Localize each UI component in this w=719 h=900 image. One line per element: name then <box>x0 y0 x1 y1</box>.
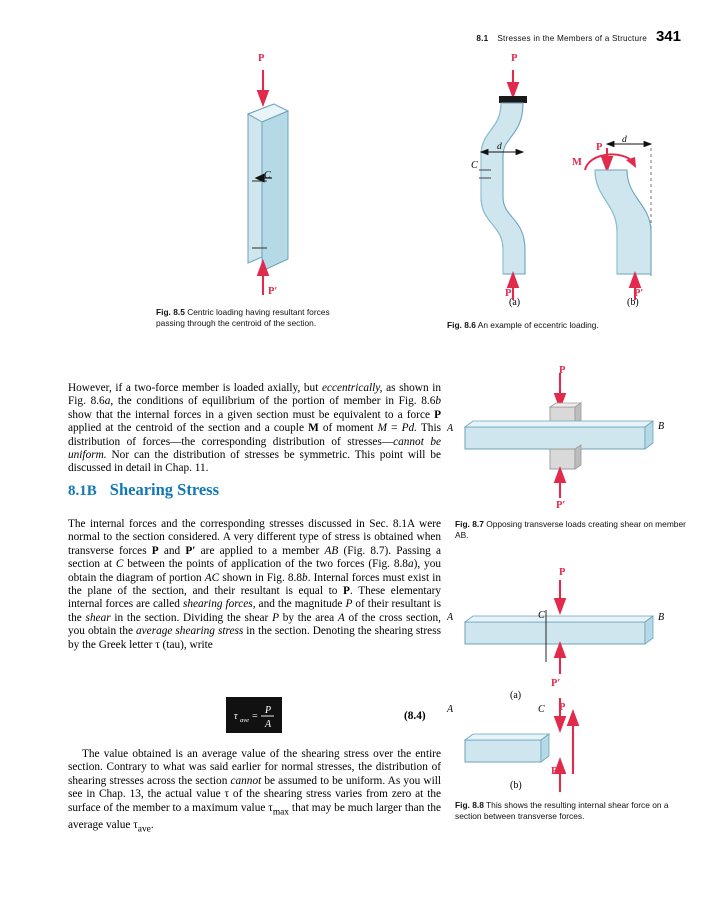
figure-8-5-caption-lead: Fig. 8.5 <box>156 307 185 317</box>
paragraph-average-value-text: The value obtained is an average value of the shearing stress over the entire section. Contrary to what was said earlier for normal stresses, the distribution of shearing stresses across the section cannot be assumed to be uniform. As you will see in Chap. 13, the actual value τ of the shearing stress varies from zero at the surface of the member to a maximum value $\tau_{max}$ that may be much larger than the average value $\tau_{ave}$. <box>68 748 442 835</box>
fig-8-8-label-A-b: A <box>447 704 454 715</box>
figure-8-6-caption-text: An example of eccentric loading. <box>477 320 599 330</box>
svg-text:ave: ave <box>240 717 250 724</box>
figure-8-7-caption-lead: Fig. 8.7 <box>455 519 484 529</box>
figure-8-8-caption-lead: Fig. 8.8 <box>455 800 484 810</box>
fig-8-7-label-P: P <box>559 365 566 376</box>
paragraph-eccentric-loading-text: However, if a two-force member is loaded axially, but eccentrically, as shown in Fig. 8.6a, the conditions of equilibrium of the portion of member in Fig. 8.6b show that the internal forces in a given section must be equivalent to a force P applied at the centroid of the section and a couple M of moment M = Pd. This distribution of forces—the corresponding distribution of stresses—cannot be uniform. Nor can the distribution of stresses be symmetric. This point will be discussed in detail in Chap. 11. <box>68 382 442 475</box>
fig-8-6-panel-a-label: (a) <box>509 297 521 308</box>
svg-text:τ: τ <box>234 711 238 722</box>
figure-8-5-caption <box>156 307 360 329</box>
fig-8-8-panel-b-label: (b) <box>510 780 522 791</box>
fig-8-8-label-A-a: A <box>447 612 454 623</box>
figure-8-8-caption-text: This shows the resulting internal shear force on a section between transverse forces. <box>455 800 669 821</box>
figure-8-8-graphic <box>455 570 680 795</box>
fig-8-8-panel-a-label: (a) <box>510 690 522 701</box>
fig-8-7-label-A: A <box>447 423 454 434</box>
fig-8-6-label-d-a: d <box>497 142 502 152</box>
paragraph-shearing-stress <box>68 518 441 652</box>
fig-8-6-panel-b-label: (b) <box>627 297 639 308</box>
fig-8-6-label-Pprime-b: P′ <box>634 288 644 299</box>
fig-8-7-label-Pprime: P′ <box>556 500 566 511</box>
figure-8-7-caption-text: Opposing transverse loads creating shear on member AB. <box>455 519 686 540</box>
fig-8-8-label-C-b: C <box>538 704 545 715</box>
fig-8-5-label-Pprime: P′ <box>268 286 278 297</box>
equation-8-4-box <box>226 697 282 733</box>
page-number: 341 <box>655 28 681 45</box>
fig-8-8-label-P-a: P <box>559 567 566 578</box>
svg-text:P: P <box>265 705 272 716</box>
fig-8-8-label-P-b: P <box>559 702 566 713</box>
fig-8-6-label-P-a: P <box>511 53 518 64</box>
fig-8-5-label-C: C <box>264 170 271 181</box>
svg-text:A: A <box>265 719 272 730</box>
running-head-title: Stresses in the Members of a Structure <box>497 34 647 43</box>
figure-8-8-caption <box>455 800 690 822</box>
paragraph-average-value <box>68 748 441 837</box>
fig-8-7-label-B: B <box>658 421 665 432</box>
fig-8-8-label-B: B <box>658 612 665 623</box>
fig-8-6-label-C: C <box>471 160 478 171</box>
figure-8-6-graphic <box>455 52 680 307</box>
section-heading <box>68 480 219 500</box>
fig-8-6-label-Pprime-a: P′ <box>505 288 515 299</box>
equation-8-4-number: (8.4) <box>404 710 426 722</box>
figure-8-5-graphic <box>210 52 350 302</box>
fig-8-6-label-P-b: P <box>596 142 603 153</box>
svg-text:=: = <box>252 711 258 722</box>
running-head <box>476 28 681 45</box>
running-head-section: 8.1 <box>476 34 489 43</box>
fig-8-8-label-Pprime-a: P′ <box>551 678 561 689</box>
paragraph-shearing-stress-text: The internal forces and the corresponding stresses discussed in Sec. 8.1A were normal to the section considered. A very different type of stress is obtained when transverse forces P and P′ are applied to a member AB (Fig. 8.7). Passing a section at C between the points of application of the two forces (Fig. 8.8a), you obtain the diagram of portion AC shown in Fig. 8.8b. Internal forces must exist in the plane of the section, and their resultant is equal to P. These elementary internal forces are called shearing forces, and the magnitude P of their resultant is the shear in the section. Dividing the shear P by the area A of the cross section, you obtain the average shearing stress in the section. Denoting the shearing stress by the Greek letter τ (tau), write <box>68 518 442 651</box>
figure-8-6-caption <box>447 320 692 331</box>
figure-8-7-graphic <box>455 365 680 510</box>
section-number: 8.1B <box>68 483 97 499</box>
paragraph-eccentric-loading <box>68 382 441 476</box>
fig-8-6-label-d-b: d <box>622 135 627 145</box>
fig-8-5-label-P: P <box>258 53 265 64</box>
figure-8-7-caption <box>455 519 690 541</box>
figure-8-5-caption-text: Centric loading having resultant forces passing through the centroid of the section. <box>156 307 330 328</box>
fig-8-8-label-Pprime-b: P′ <box>551 766 561 777</box>
fig-8-8-label-C-a: C <box>538 610 545 621</box>
fig-8-6-label-M: M <box>572 157 582 168</box>
figure-8-6-caption-lead: Fig. 8.6 <box>447 320 476 330</box>
section-title: Shearing Stress <box>109 480 220 499</box>
